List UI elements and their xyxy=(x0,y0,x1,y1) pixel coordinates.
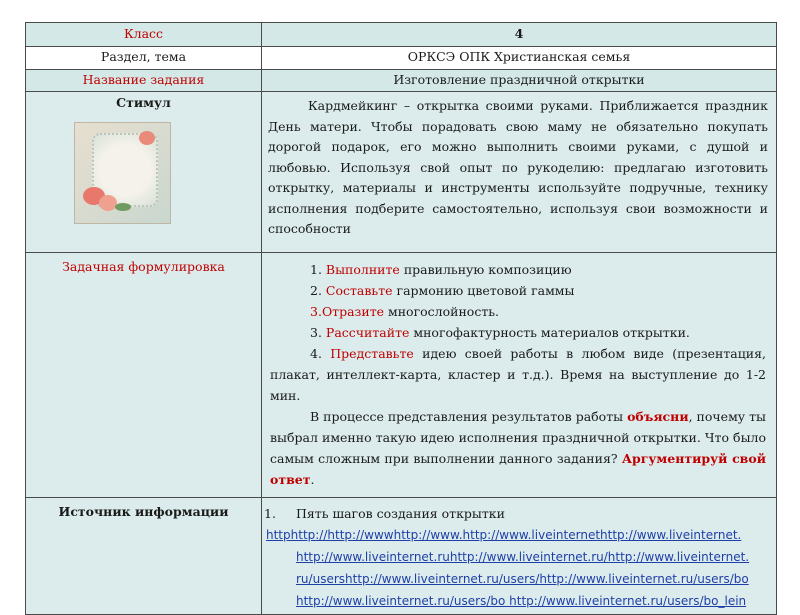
stimulus-cell xyxy=(26,92,262,253)
row-source xyxy=(26,498,777,615)
leaf-icon xyxy=(115,203,131,211)
row-section xyxy=(26,47,777,70)
section-value: ОРКСЭ ОПК Христианская семья xyxy=(262,47,777,70)
task-paragraph-text: В процессе представления результатов работы xyxy=(310,409,628,424)
row-task-name xyxy=(26,70,777,92)
task-card xyxy=(25,22,776,615)
task-paragraph-end: . xyxy=(310,472,315,487)
source-list xyxy=(262,498,776,612)
task-list xyxy=(262,253,776,490)
task-item-number: 3. xyxy=(310,325,322,340)
task-item xyxy=(270,343,766,406)
stimulus-text xyxy=(262,92,776,240)
task-item-verb: Представьте xyxy=(330,346,414,361)
flower-icon xyxy=(99,195,117,211)
task-paragraph-text: , почему ты выбрал именно такую идею исполнения праздничной открытки. Что было самым сложным при выполнении данного задания? xyxy=(270,409,766,466)
source-link[interactable]: http://www.liveinternet.ruhttp://www.liveinternet.ru/http://www.liveinternet. xyxy=(296,550,750,564)
source-label: Источник информации xyxy=(26,498,262,615)
row-class xyxy=(26,23,777,47)
task-table xyxy=(25,22,777,615)
source-item-text: Пять шагов создания открытки xyxy=(296,506,505,521)
task-item-verb: Отразите xyxy=(321,304,385,319)
task-paragraph-verb: Аргументируй свой ответ xyxy=(270,451,766,487)
task-item-text: правильную композицию xyxy=(399,262,572,277)
task-item-number: 2. xyxy=(310,283,322,298)
greeting-card-image xyxy=(74,122,171,224)
source-links xyxy=(262,524,770,612)
task-item xyxy=(270,322,766,343)
task-item-text: идею своей работы в любом виде (презентация, плакат, интеллект-карта, кластер и т.д.). Время на выступление до 1-2 мин. xyxy=(270,346,766,403)
task-name-value: Изготовление праздничной открытки xyxy=(262,70,777,92)
stimulus-label: Стимул xyxy=(116,95,171,110)
task-item-verb: Рассчитайте xyxy=(325,325,410,340)
task-item xyxy=(270,301,766,322)
row-task xyxy=(26,253,777,498)
task-item-number: 4. xyxy=(310,346,322,361)
stimulus-paragraph: Кардмейкинг – открытка своими руками. Приближается праздник День матери. Чтобы порадовать свою маму не обязательно покупать дорогой подарок, его можно выполнить своими руками, с душой и любовью. Используя свой опыт по рукоделию: предлагаю изготовить открытку, материалы и инструменты используйте подручные, технику исполнения подберите самостоятельно, используя свои возможности и способности xyxy=(268,98,768,236)
source-cell xyxy=(262,498,777,615)
class-value: 4 xyxy=(262,23,777,47)
source-link[interactable]: ru/usershttp://www.liveinternet.ru/users/http://www.liveinternet.ru/users/bo xyxy=(296,572,749,586)
task-item-verb: Составьте xyxy=(325,283,393,298)
task-cell xyxy=(262,253,777,498)
source-item xyxy=(262,504,770,524)
class-label: Класс xyxy=(26,23,262,47)
task-item-text: гармонию цветовой гаммы xyxy=(392,283,575,298)
task-label: Задачная формулировка xyxy=(26,253,262,498)
stimulus-text-cell xyxy=(262,92,777,253)
task-item-number: 1. xyxy=(310,262,322,277)
section-label: Раздел, тема xyxy=(26,47,262,70)
source-item-number: 1. xyxy=(264,506,276,521)
task-item-number: 3. xyxy=(310,304,322,319)
source-link[interactable]: http://www.liveinternet.ru/users/bo http://www.liveinternet.ru/users/bo_lein xyxy=(296,594,747,608)
task-item-text: многофактурность материалов открытки. xyxy=(409,325,690,340)
source-link[interactable]: httphttp://http://wwwhttp://www.http://www.liveinternethttp://www.liveinternet. xyxy=(266,528,742,542)
task-name-label: Название задания xyxy=(26,70,262,92)
task-paragraph-verb: объясни xyxy=(627,409,689,424)
task-item-verb: Выполните xyxy=(325,262,400,277)
task-item xyxy=(270,259,766,280)
task-item-text: многослойность. xyxy=(384,304,500,319)
flower-icon xyxy=(139,131,155,145)
task-item xyxy=(270,280,766,301)
task-paragraph xyxy=(270,406,766,490)
row-stimulus xyxy=(26,92,777,253)
